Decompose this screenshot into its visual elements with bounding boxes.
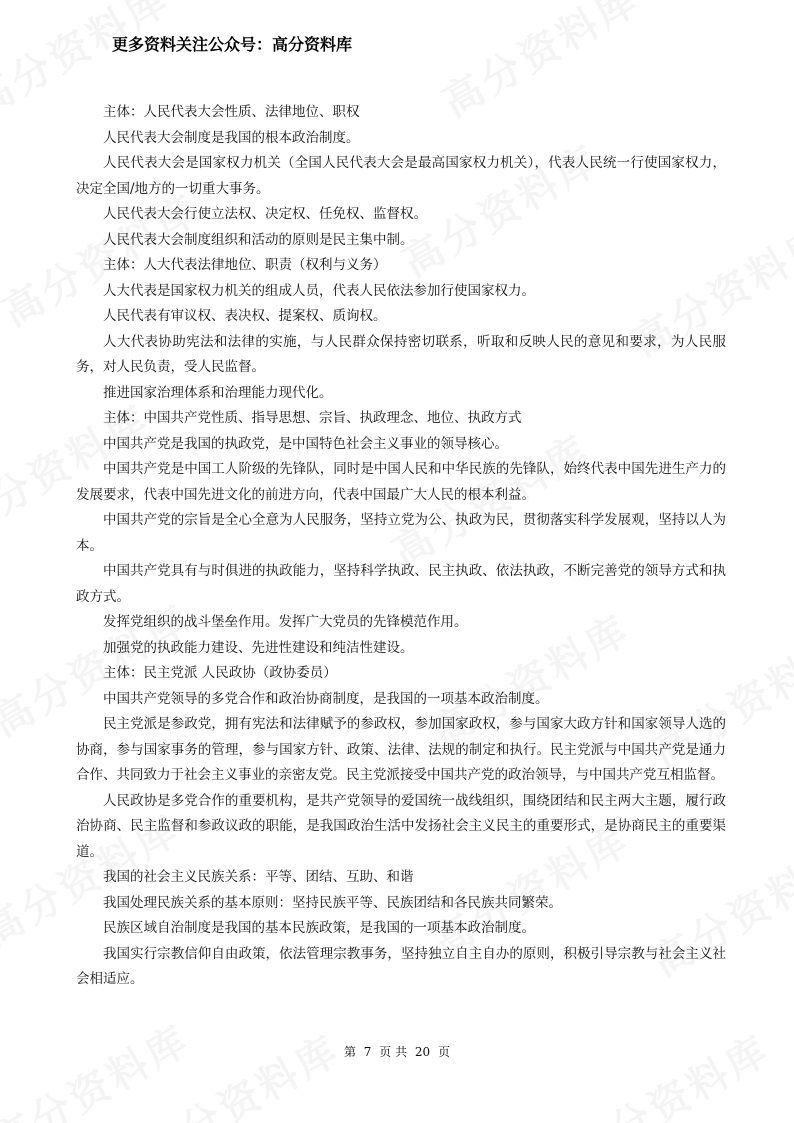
page-number-current: 7	[363, 1045, 372, 1059]
watermark-text	[130, 1019, 349, 1123]
paragraph: 推进国家治理体系和治理能力现代化。	[103, 384, 333, 401]
paragraph: 主体：人大代表法律地位、职责（权利与义务）	[103, 257, 387, 273]
paragraph: 人民代表大会制度组织和活动的原则是民主集中制。	[103, 231, 414, 248]
paragraph: 主体：中国共产党性质、指导思想、宗旨、执政理念、地位、执政方式	[103, 410, 522, 426]
paragraph: 人大代表协助宪法和法律的实施，与人民群众保持密切联系，听取和反映人民的意见和要求，为人民服务，对人民负责，受人民监督。	[76, 333, 726, 375]
paragraph: 我国的社会主义民族关系：平等、团结、互助、和谐	[103, 869, 414, 885]
footer-middle: 页 共	[379, 1045, 408, 1059]
paragraph: 人民代表大会是国家权力机关（全国人民代表大会是最高国家权力机关），代表人民统一行使国家权力，决定全国/地方的一切重大事务。	[76, 155, 726, 197]
paragraph: 主体：民主党派 人民政协（政协委员）	[103, 665, 337, 681]
paragraph: 我国实行宗教信仰自由政策，依法管理宗教事务，坚持独立自主自办的原则，积极引导宗教与社会主义社会相适应。	[76, 945, 726, 987]
paragraph: 人民代表有审议权、表决权、提案权、质询权。	[103, 308, 387, 324]
paragraph: 中国共产党的宗旨是全心全意为人民服务，坚持立党为公、执政为民，贯彻落实科学发展观，坚持以人为本。	[76, 512, 726, 554]
paragraph: 中国共产党是中国工人阶级的先锋队，同时是中国人民和中华民族的先锋队，始终代表中国先进生产力的发展要求，代表中国先进文化的前进方向，代表中国最广大人民的根本利益。	[76, 461, 726, 503]
paragraph: 我国处理民族关系的基本原则：坚持民族平等、民族团结和各民族共同繁荣。	[103, 894, 562, 911]
paragraph: 人民代表大会行使立法权、决定权、任免权、监督权。	[103, 206, 427, 222]
paragraph: 民主党派是参政党，拥有宪法和法律赋予的参政权，参加国家政权，参与国家大政方针和国家领导人选的协商，参与国家事务的管理，参与国家方针、政策、法律、法规的制定和执行。民主党派与中国共产党是通力合作、共同致力于社会主义事业的亲密友党。民主党派接受中国共产党的政治领导，与中国共产党互相监督。	[76, 716, 726, 783]
page-number-total: 20	[414, 1045, 431, 1059]
paragraph: 人民政协是多党合作的重要机构，是共产党领导的爱国统一战线组织，围绕团结和民主两大主题，履行政治协商、民主监督和参政议政的职能，是我国政治生活中发扬社会主义民主的重要形式，是协商民主的重要渠道。	[76, 792, 726, 860]
page-header: 更多资料关注公众号：高分资料库	[112, 35, 353, 54]
paragraph: 中国共产党领导的多党合作和政治协商制度，是我国的一项基本政治制度。	[103, 690, 549, 707]
paragraph: 中国共产党是我国的执政党，是中国特色社会主义事业的领导核心。	[103, 435, 508, 452]
document-body	[76, 100, 726, 993]
watermark-text	[0, 1009, 200, 1123]
paragraph: 人民代表大会制度是我国的根本政治制度。	[103, 129, 360, 146]
paragraph: 人大代表是国家权力机关的组成人员，代表人民依法参加行使国家权力。	[103, 282, 535, 299]
paragraph: 中国共产党具有与时俱进的执政能力，坚持科学执政、民主执政、依法执政，不断完善党的领导方式和执政方式。	[76, 563, 726, 605]
watermark-text	[560, 1019, 779, 1123]
footer-prefix: 第	[343, 1045, 356, 1059]
paragraph: 发挥党组织的战斗堡垒作用。发挥广大党员的先锋模范作用。	[103, 614, 468, 630]
paragraph: 民族区域自治制度是我国的基本民族政策，是我国的一项基本政治制度。	[103, 920, 535, 936]
paragraph: 加强党的执政能力建设、先进性建设和纯洁性建设。	[103, 639, 414, 656]
page-footer	[0, 1043, 794, 1060]
paragraph: 主体：人民代表大会性质、法律地位、职权	[103, 104, 360, 120]
footer-suffix: 页	[438, 1045, 451, 1059]
